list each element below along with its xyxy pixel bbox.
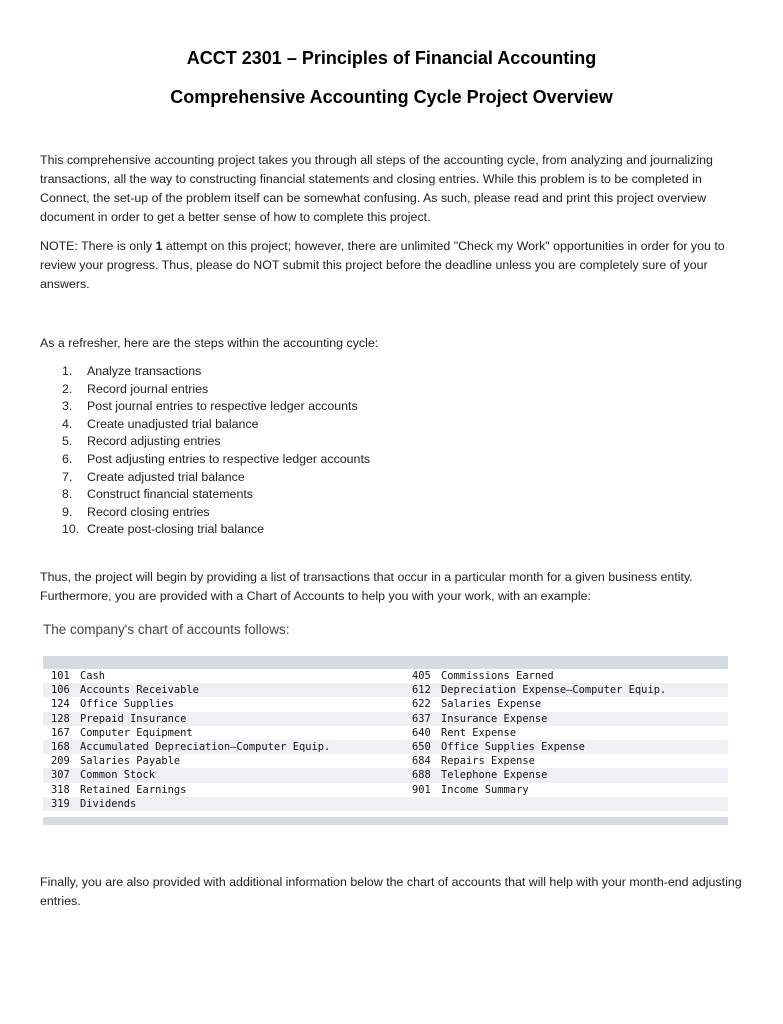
account-code: 637 [412, 712, 431, 725]
step-number: 3. [62, 399, 73, 414]
account-code: 405 [412, 670, 431, 682]
account-code: 167 [51, 726, 70, 739]
list-item [62, 521, 370, 539]
account-name: Accounts Receivable [80, 684, 199, 697]
account-code: 106 [51, 684, 70, 697]
step-number: 7. [62, 469, 73, 484]
table-bottom-bar [43, 817, 728, 825]
account-code: 307 [51, 769, 70, 782]
account-code: 688 [412, 769, 431, 782]
account-name: Common Stock [80, 769, 156, 782]
step-number: 4. [62, 416, 73, 431]
step-number: 5. [62, 434, 73, 449]
step-number: 10. [62, 522, 80, 537]
document-subtitle: Comprehensive Accounting Cycle Project Overview [170, 87, 613, 107]
account-name: Salaries Payable [80, 755, 181, 768]
chart-of-accounts-rows [43, 669, 728, 811]
step-text: Create post-closing trial balance [87, 522, 265, 537]
step-text: Record adjusting entries [87, 434, 221, 449]
note-paragraph [40, 237, 752, 294]
account-name: Retained Earnings [80, 783, 187, 796]
closing-paragraph: Finally, you are also provided with additional information below the chart of accounts that will help with your month-end adjusting entries. [40, 875, 742, 908]
account-code: 640 [412, 726, 431, 739]
chart-of-accounts-table [43, 656, 728, 825]
table-row [43, 726, 728, 740]
account-name: Income Summary [441, 783, 529, 796]
account-code: 612 [412, 684, 431, 697]
account-code: 319 [51, 797, 70, 810]
note-text-after: attempt on this project; however, there are unlimited "Check my Work" opportunities in order for you to review your progress. Thus, please do NOT submit this project before the deadline unless you are completely sure of your answers. [40, 239, 725, 291]
account-name: Computer Equipment [80, 726, 193, 739]
table-row [43, 697, 728, 711]
step-text: Record closing entries [87, 504, 210, 519]
list-item [62, 433, 370, 451]
table-row [43, 712, 728, 726]
account-name: Salaries Expense [441, 698, 542, 711]
account-code: 101 [51, 670, 70, 682]
step-text: Analyze transactions [87, 364, 202, 378]
list-item [62, 363, 370, 381]
note-attempt-count: 1 [155, 239, 163, 253]
account-name: Dividends [80, 797, 137, 810]
note-text-before: NOTE: There is only [40, 239, 156, 253]
account-code: 650 [412, 740, 431, 753]
account-name: Cash [80, 670, 106, 682]
table-row [43, 754, 728, 768]
account-code: 124 [51, 698, 70, 711]
account-name: Prepaid Insurance [80, 712, 187, 725]
account-name: Commissions Earned [441, 670, 554, 682]
step-number: 1. [62, 364, 73, 378]
account-name: Office Supplies Expense [441, 740, 585, 753]
table-top-bar [43, 656, 728, 669]
table-row [43, 669, 728, 683]
step-text: Post adjusting entries to respective ledger accounts [87, 451, 371, 466]
account-code: 318 [51, 783, 70, 796]
account-name: Insurance Expense [441, 712, 548, 725]
account-name: Office Supplies [80, 698, 174, 711]
account-code: 168 [51, 740, 70, 753]
step-number: 9. [62, 504, 73, 519]
account-name: Accumulated Depreciation—Computer Equip. [80, 740, 331, 753]
intro-paragraph: This comprehensive accounting project takes you through all steps of the accounting cycle, from analyzing and journalizing transactions, all the way to constructing financial statements and closing entries. While this problem is to be completed in Connect, the set-up of the problem itself can be somewhat confusing. As such, please read and print this project overview document in order to get a better sense of how to complete this project. [40, 153, 713, 224]
account-code: 209 [51, 755, 70, 768]
account-name: Repairs Expense [441, 755, 535, 768]
list-item [62, 469, 370, 487]
step-text: Create unadjusted trial balance [87, 416, 259, 431]
step-number: 2. [62, 381, 73, 396]
table-row [43, 783, 728, 797]
table-row [43, 797, 728, 811]
list-item [62, 398, 370, 416]
list-item [62, 451, 370, 469]
account-code: 128 [51, 712, 70, 725]
account-code: 684 [412, 755, 431, 768]
chart-of-accounts-intro: The company's chart of accounts follows: [43, 622, 290, 637]
list-item [62, 504, 370, 522]
transactions-paragraph: Thus, the project will begin by providing a list of transactions that occur in a particular month for a given business entity. Furthermore, you are provided with a Chart of Accounts to help you with your work, with an example: [40, 570, 693, 603]
step-text: Create adjusted trial balance [87, 469, 245, 484]
step-text: Record journal entries [87, 381, 209, 396]
accounting-cycle-steps [62, 363, 370, 539]
account-name: Rent Expense [441, 726, 517, 739]
table-row [43, 768, 728, 782]
step-number: 6. [62, 451, 73, 466]
list-item [62, 486, 370, 504]
step-number: 8. [62, 487, 73, 502]
step-text: Construct financial statements [87, 487, 253, 502]
step-text: Post journal entries to respective ledger accounts [87, 399, 358, 414]
account-code: 622 [412, 698, 431, 711]
list-item [62, 381, 370, 399]
table-row [43, 683, 728, 697]
cycle-lead: As a refresher, here are the steps within the accounting cycle: [40, 336, 379, 350]
list-item [62, 416, 370, 434]
account-name: Telephone Expense [441, 769, 548, 782]
document-title: ACCT 2301 – Principles of Financial Accounting [186, 48, 597, 68]
account-code: 901 [412, 783, 431, 796]
table-row [43, 740, 728, 754]
account-name: Depreciation Expense—Computer Equip. [441, 684, 667, 697]
